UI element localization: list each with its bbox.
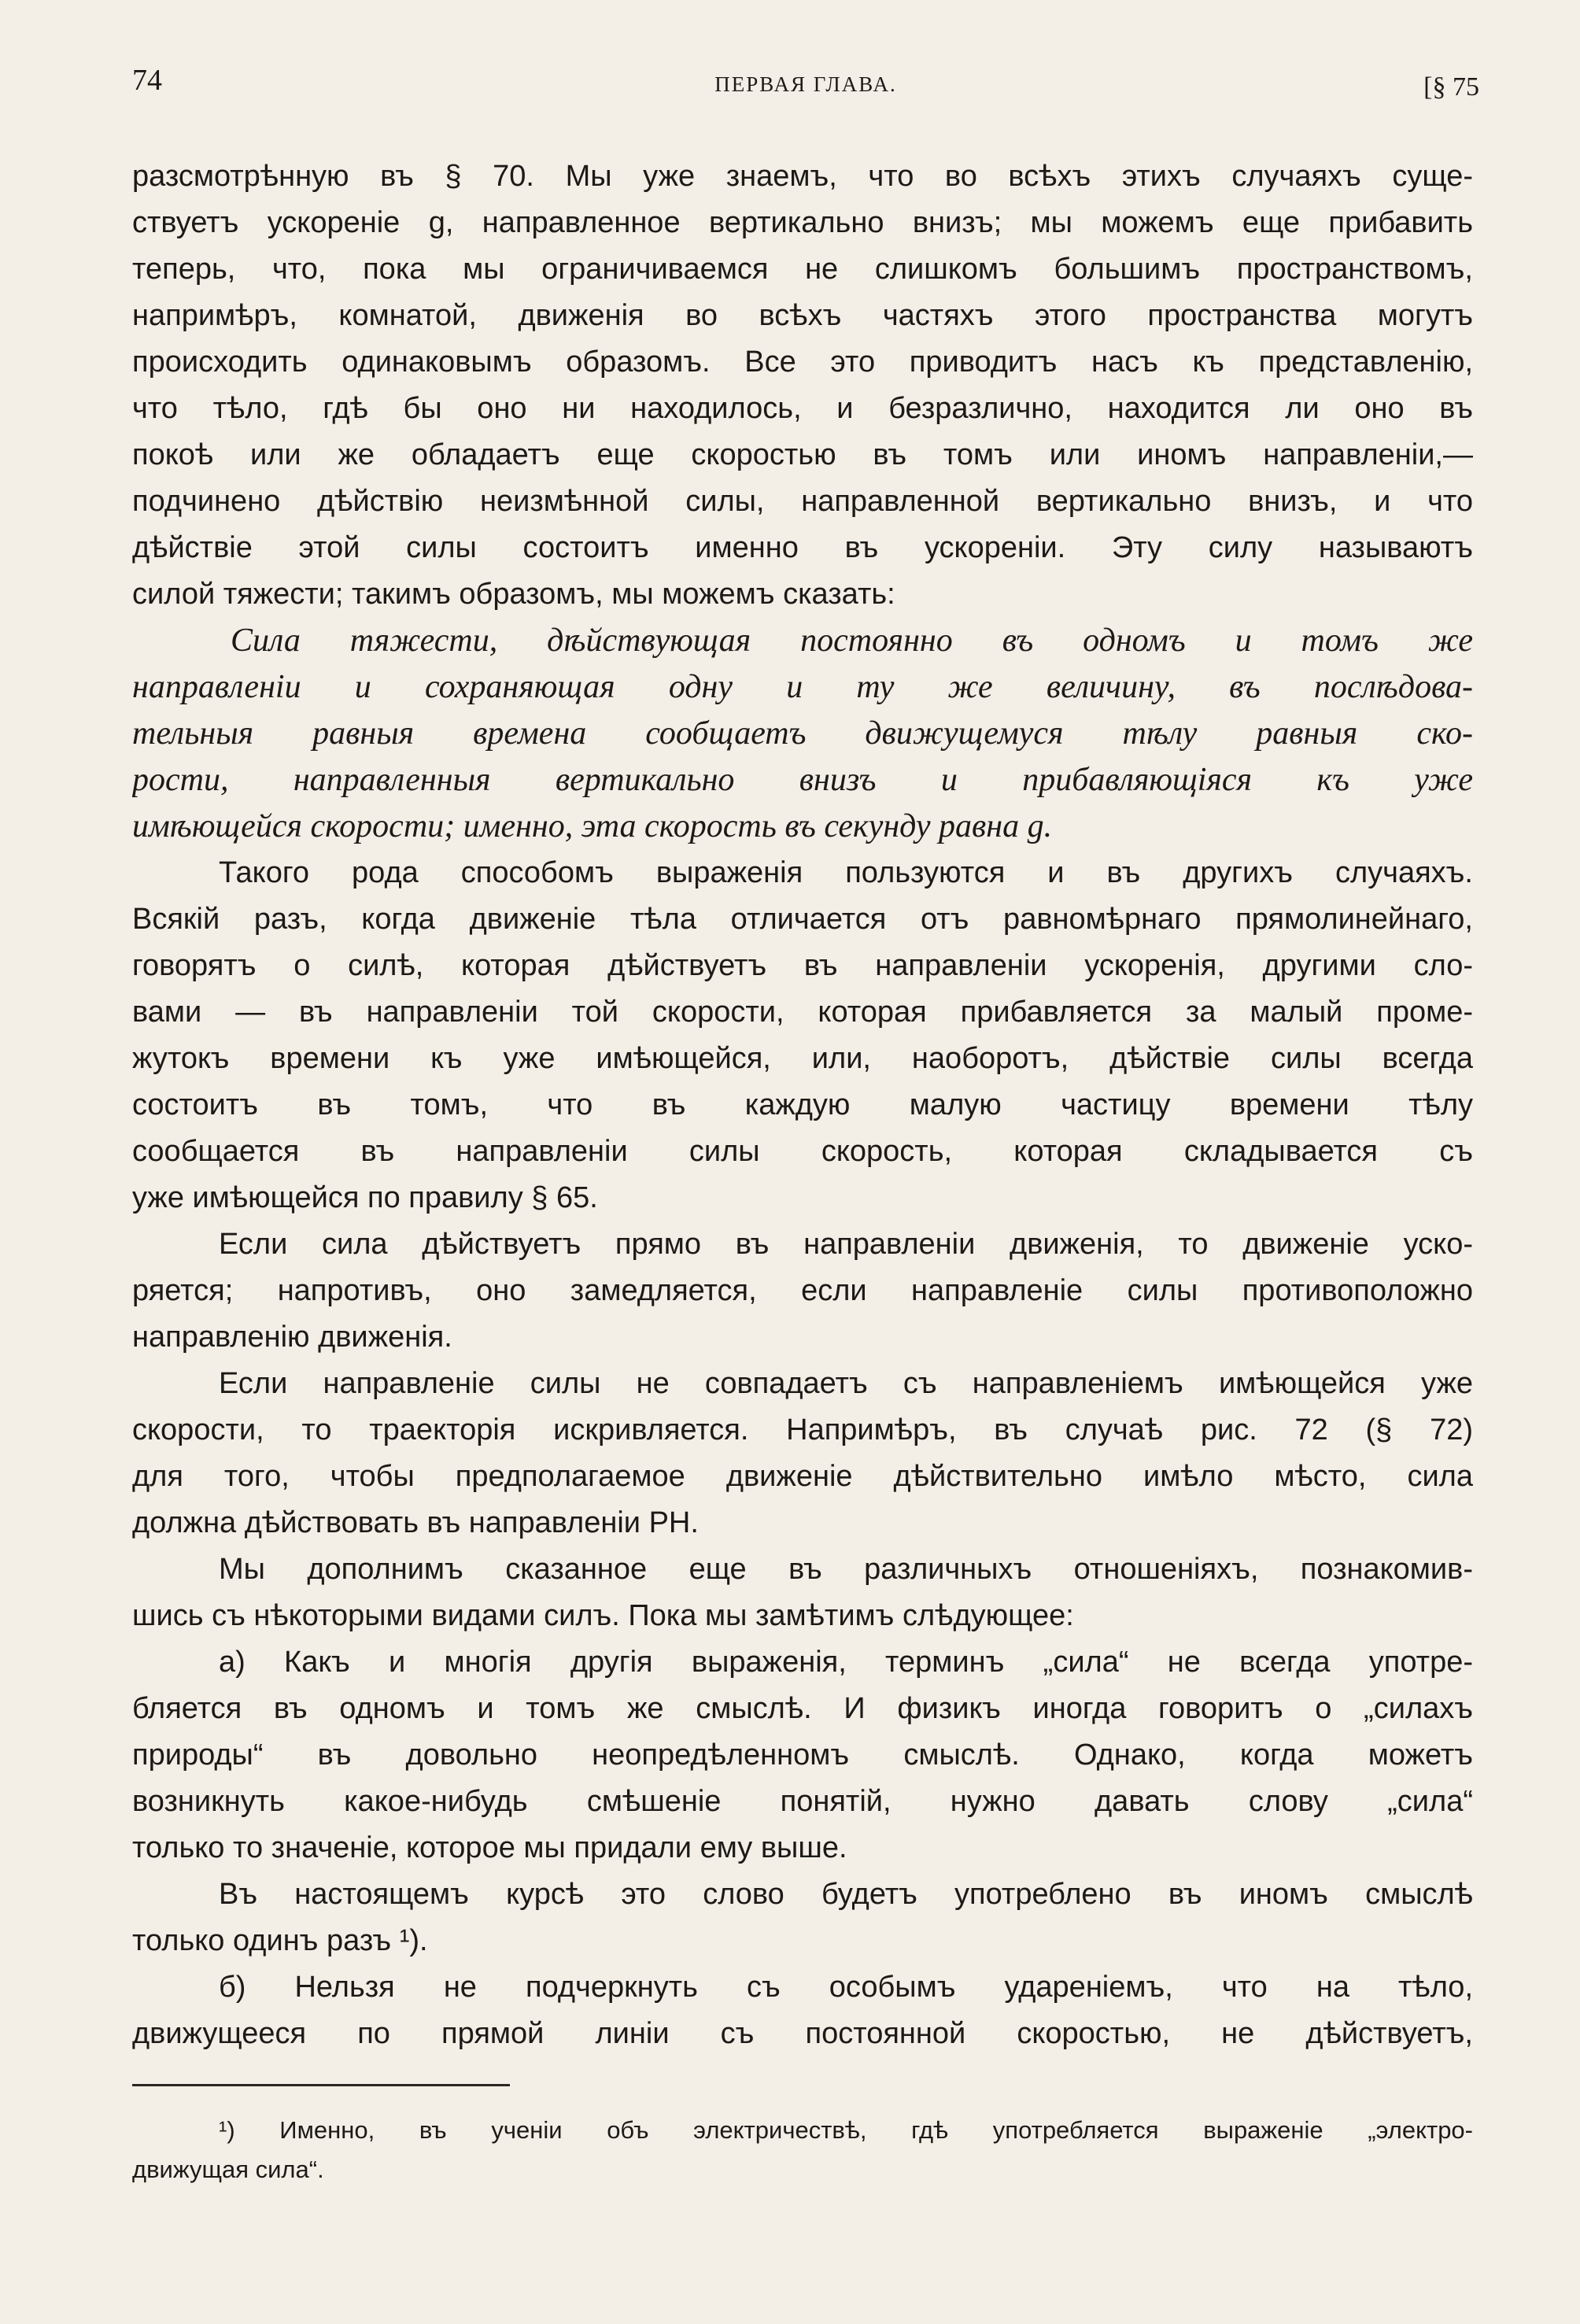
text-line: сообщается въ направленіи силы скорость, которая складывается съ [132,1135,1473,1168]
text-line: а) Какъ и многія другія выраженія, терминъ „сила“ не всегда употре- [219,1646,1473,1679]
text-line: направленію движенія. [132,1321,452,1354]
text-line: дѣйствіе этой силы состоитъ именно въ ускореніи. Эту силу называютъ [132,531,1473,564]
text-line: подчинено дѣйствію неизмѣнной силы, направленной вертикально внизъ, и что [132,485,1473,518]
text-line: только то значеніе, которое мы придали ему выше. [132,1831,847,1864]
text-line: состоитъ въ томъ, что въ каждую малую частицу времени тѣлу [132,1088,1473,1121]
text-line: бляется въ одномъ и томъ же смыслѣ. И физикъ иногда говоритъ о „силахъ [132,1692,1473,1725]
law-statement-line: имѣющейся скорости; именно, эта скорость въ секунду равна g. [132,808,1053,844]
text-line: скорости, то траекторія искривляется. Напримѣръ, въ случаѣ рис. 72 (§ 72) [132,1413,1473,1446]
page-number: 74 [132,64,162,97]
text-line: что тѣло, гдѣ бы оно ни находилось, и безразлично, находится ли оно въ [132,392,1473,425]
text-line: возникнуть какое-нибудь смѣшеніе понятій, нужно давать слову „сила“ [132,1785,1473,1818]
text-line: ряется; напротивъ, оно замедляется, если направленіе силы противоположно [132,1274,1473,1307]
text-line: разсмотрѣнную въ § 70. Мы уже знаемъ, что во всѣхъ этихъ случаяхъ суще- [132,160,1473,193]
chapter-title: ПЕРВАЯ ГЛАВА. [714,72,897,96]
text-line: ствуетъ ускореніе g, направленное вертикально внизъ; мы можемъ еще прибавить [132,206,1473,239]
law-statement-line: рости, направленныя вертикально внизъ и прибавляющіяся къ уже [132,762,1473,798]
text-line: природы“ въ довольно неопредѣленномъ смыслѣ. Однако, когда можетъ [132,1738,1473,1772]
text-line: покоѣ или же обладаетъ еще скоростью въ томъ или иномъ направленіи,— [132,438,1473,471]
footnote-line: движущая сила“. [132,2156,324,2183]
text-line: уже имѣющейся по правилу § 65. [132,1181,598,1214]
running-header [132,63,1479,110]
text-line: Такого рода способомъ выраженія пользуются и въ другихъ случаяхъ. [219,856,1473,889]
text-line: напримѣръ, комнатой, движенія во всѣхъ частяхъ этого пространства могутъ [132,299,1473,332]
text-line: говорятъ о силѣ, которая дѣйствуетъ въ направленіи ускоренія, другими сло- [132,949,1473,982]
text-line: Всякій разъ, когда движеніе тѣла отличается отъ равномѣрнаго прямолинейнаго, [132,903,1473,936]
text-line: только одинъ разъ ¹). [132,1924,428,1957]
text-line: шись съ нѣкоторыми видами силъ. Пока мы замѣтимъ слѣдующее: [132,1599,1074,1632]
text-line: Въ настоящемъ курсѣ это слово будетъ употреблено въ иномъ смыслѣ [219,1878,1473,1911]
footnote-line: ¹) Именно, въ ученіи объ электричествѣ, гдѣ употребляется выраженіе „электро- [219,2116,1473,2144]
text-line: вами — въ направленіи той скорости, которая прибавляется за малый проме- [132,996,1473,1029]
footnote-divider [132,2084,510,2086]
section-marker: [§ 75 [1423,72,1479,102]
law-statement-line: Сила тяжести, дѣйствующая постоянно въ одномъ и томъ же [231,623,1473,659]
text-line: силой тяжести; такимъ образомъ, мы можемъ сказать: [132,578,895,611]
text-line: Если сила дѣйствуетъ прямо въ направленіи движенія, то движеніе уско- [219,1228,1473,1261]
text-line: Если направленіе силы не совпадаетъ съ направленіемъ имѣющейся уже [219,1367,1473,1400]
law-statement-line: направленіи и сохраняющая одну и ту же величину, въ послѣдова- [132,669,1473,705]
main-text [132,153,1473,2057]
text-line: движущееся по прямой линіи съ постоянной скоростью, не дѣйствуетъ, [132,2017,1473,2050]
footnote [132,2111,1473,2189]
text-line: Мы дополнимъ сказанное еще въ различныхъ отношеніяхъ, познакомив- [219,1553,1473,1586]
text-line: для того, чтобы предполагаемое движеніе дѣйствительно имѣло мѣсто, сила [132,1460,1473,1493]
text-line: б) Нельзя не подчеркнуть съ особымъ удареніемъ, что на тѣло, [219,1971,1473,2004]
text-line: теперь, что, пока мы ограничиваемся не слишкомъ большимъ пространствомъ, [132,253,1473,286]
text-line: жутокъ времени къ уже имѣющейся, или, наоборотъ, дѣйствіе силы всегда [132,1042,1473,1075]
law-statement-line: тельныя равныя времена сообщаетъ движущемуся тѣлу равныя ско- [132,715,1473,752]
text-line: должна дѣйствовать въ направленіи PH. [132,1506,699,1539]
text-line: происходить одинаковымъ образомъ. Все это приводитъ насъ къ представленію, [132,345,1473,379]
